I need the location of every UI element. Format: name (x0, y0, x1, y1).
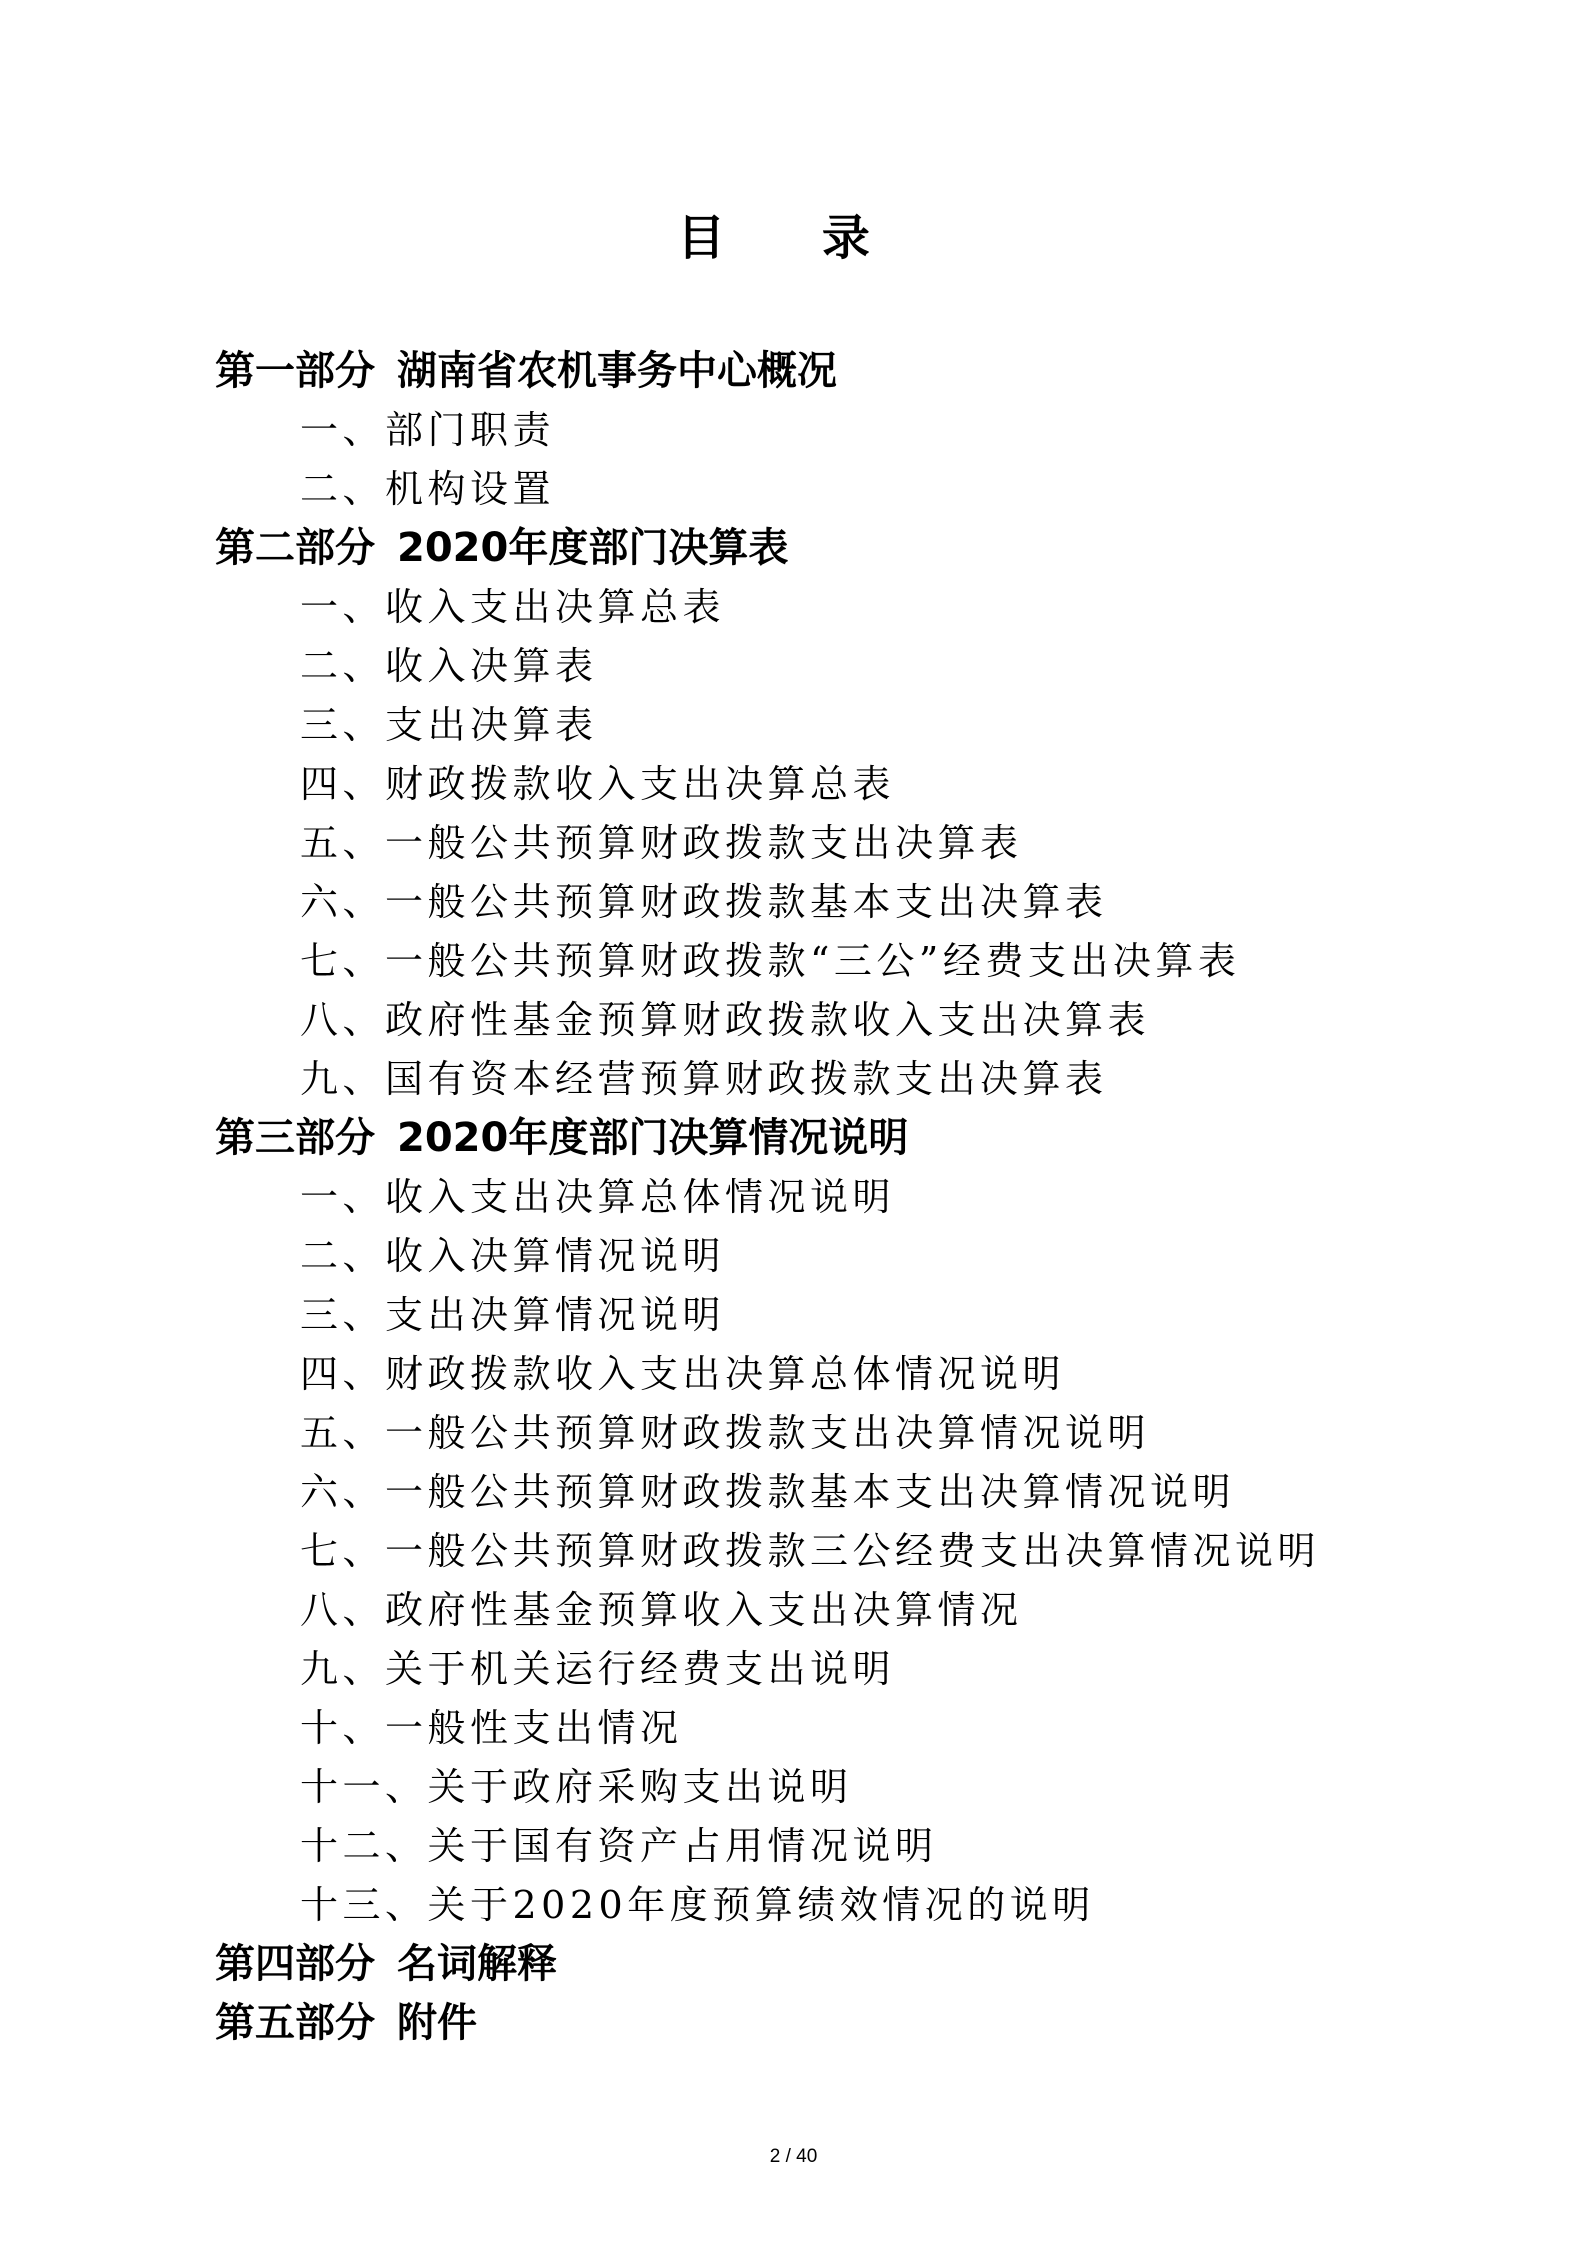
toc-part-heading (0, 1109, 1587, 1168)
toc-item: 七、一般公共预算财政拨款“三公”经费支出决算表 (300, 939, 1241, 983)
toc-item: 一、部门职责 (300, 408, 556, 452)
toc-item: 五、一般公共预算财政拨款支出决算情况说明 (300, 1411, 1151, 1455)
toc-item: 十一、关于政府采购支出说明 (300, 1765, 853, 1809)
toc-item: 七、一般公共预算财政拨款三公经费支出决算情况说明 (300, 1529, 1321, 1573)
toc-item: 十三、关于2020年度预算绩效情况的说明 (300, 1883, 1095, 1927)
toc-item: 四、财政拨款收入支出决算总体情况说明 (300, 1352, 1066, 1396)
toc-item: 三、支出决算情况说明 (300, 1293, 726, 1337)
toc-item: 六、一般公共预算财政拨款基本支出决算情况说明 (300, 1470, 1236, 1514)
toc-item: 三、支出决算表 (300, 703, 598, 747)
toc-item: 六、一般公共预算财政拨款基本支出决算表 (300, 880, 1108, 924)
toc-part-number: 第一部分 (215, 348, 375, 394)
toc-item: 十二、关于国有资产占用情况说明 (300, 1824, 938, 1868)
toc-item: 二、机构设置 (300, 467, 556, 511)
toc-item: 九、关于机关运行经费支出说明 (300, 1647, 896, 1691)
toc-item: 十、一般性支出情况 (300, 1706, 683, 1750)
toc-item: 八、政府性基金预算收入支出决算情况 (300, 1588, 1023, 1632)
toc-part-title: 2020年度部门决算表 (397, 525, 789, 571)
toc-item: 九、国有资本经营预算财政拨款支出决算表 (300, 1057, 1108, 1101)
toc-part-title: 湖南省农机事务中心概况 (397, 348, 837, 394)
toc-part-heading (0, 1994, 1587, 2053)
toc-item: 八、政府性基金预算财政拨款收入支出决算表 (300, 998, 1151, 1042)
toc-item: 四、财政拨款收入支出决算总表 (300, 762, 896, 806)
toc-part-number: 第三部分 (215, 1115, 375, 1161)
toc-item: 一、收入支出决算总表 (300, 585, 726, 629)
toc-part-title: 2020年度部门决算情况说明 (397, 1115, 909, 1161)
toc-part-number: 第四部分 (215, 1941, 375, 1987)
page-title: 目 录 (677, 210, 910, 266)
table-of-contents (0, 342, 1587, 2053)
toc-part-heading (0, 1935, 1587, 1994)
toc-item: 二、收入决算情况说明 (300, 1234, 726, 1278)
toc-part-heading (0, 519, 1587, 578)
toc-part-number: 第二部分 (215, 525, 375, 571)
toc-item: 五、一般公共预算财政拨款支出决算表 (300, 821, 1023, 865)
toc-part-heading (0, 342, 1587, 401)
toc-item: 二、收入决算表 (300, 644, 598, 688)
toc-part-title: 名词解释 (397, 1941, 557, 1987)
page-number: 2 / 40 (769, 2146, 818, 2167)
toc-part-number: 第五部分 (215, 2000, 375, 2046)
toc-item: 一、收入支出决算总体情况说明 (300, 1175, 896, 1219)
toc-part-title: 附件 (397, 2000, 477, 2046)
